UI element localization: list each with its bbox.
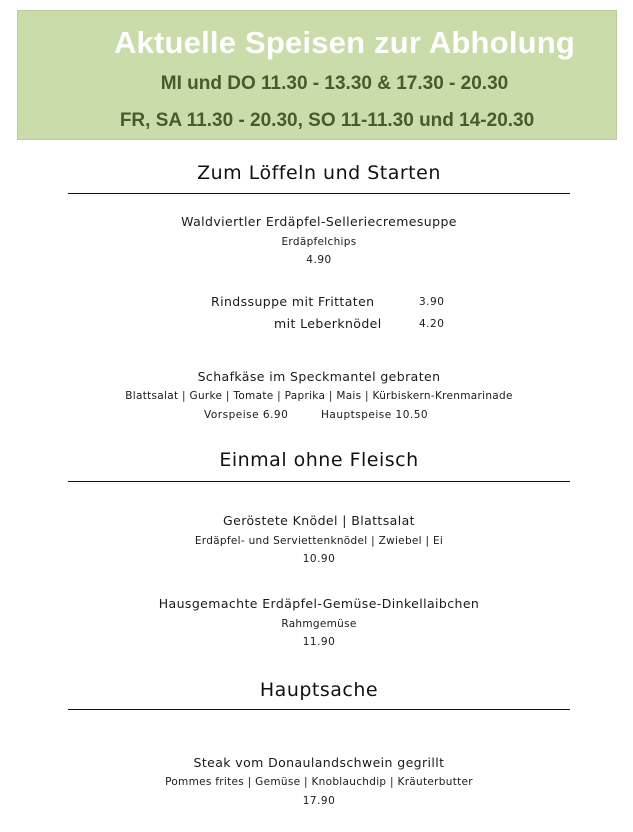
menu-item-variant-price: 4.20 — [419, 318, 445, 330]
menu-item-price: 4.90 — [306, 254, 332, 266]
section-title-vegetarian: Einmal ohne Fleisch — [219, 449, 419, 471]
opening-hours-line1: MI und DO 11.30 - 13.30 & 17.30 - 20.30 — [160, 73, 509, 94]
menu-item-name: Waldviertler Erdäpfel-Selleriecremesuppe — [181, 214, 457, 229]
menu-item-price: 3.90 — [419, 296, 445, 308]
menu-item-description: Erdäpfel- und Serviettenknödel | Zwiebel | Ei — [194, 535, 444, 547]
section-divider — [68, 709, 570, 710]
menu-item-name: Geröstete Knödel | Blattsalat — [223, 513, 415, 528]
menu-item-main-price: Hauptspeise 10.50 — [321, 409, 429, 421]
menu-item-name: Schafkäse im Speckmantel gebraten — [197, 369, 441, 384]
menu-item-variant-name: mit Leberknödel — [274, 316, 382, 331]
menu-item-price: 17.90 — [302, 795, 336, 807]
menu-item-name: Steak vom Donaulandschwein gegrillt — [193, 755, 445, 770]
menu-item-starter-price: Vorspeise 6.90 — [204, 409, 289, 421]
menu-item-description: Blattsalat | Gurke | Tomate | Paprika | Mais | Kürbiskern-Krenmarinade — [125, 390, 513, 402]
section-title-starters: Zum Löffeln und Starten — [197, 162, 441, 184]
opening-hours-line2: FR, SA 11.30 - 20.30, SO 11-11.30 und 14-20.30 — [119, 110, 535, 131]
menu-item-price: 11.90 — [302, 636, 336, 648]
section-divider — [68, 481, 570, 482]
menu-item-name: Rindssuppe mit Frittaten — [211, 294, 375, 309]
section-title-mains: Hauptsache — [259, 679, 379, 701]
header-banner — [17, 10, 617, 140]
menu-item-description: Rahmgemüse — [281, 618, 357, 630]
section-divider — [68, 193, 570, 194]
page-title: Aktuelle Speisen zur Abholung — [113, 25, 576, 60]
menu-item-description: Erdäpfelchips — [281, 236, 357, 248]
menu-item-price: 10.90 — [302, 553, 336, 565]
menu-item-name: Hausgemachte Erdäpfel-Gemüse-Dinkellaibchen — [158, 596, 480, 611]
menu-item-description: Pommes frites | Gemüse | Knoblauchdip | Kräuterbutter — [165, 776, 473, 788]
